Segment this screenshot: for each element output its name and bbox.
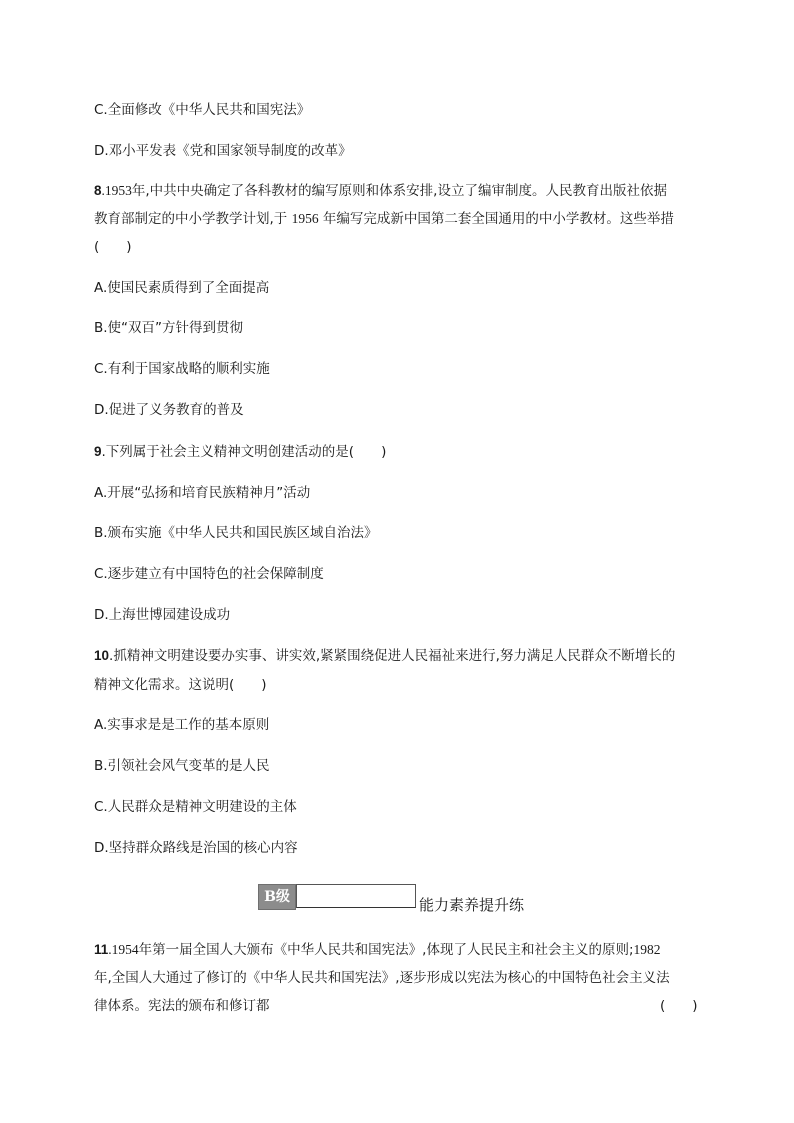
- q9-number: 9: [94, 444, 102, 459]
- q8-stem-text1: 年,中共中央确定了各科教材的编写原则和体系安排,设立了编审制度。人民教育出版社依据: [131, 183, 667, 199]
- section-level-badge: B级: [258, 884, 296, 910]
- q11-stem-line1: [94, 941, 661, 959]
- q10-stem-line1: [94, 647, 675, 665]
- q11-stem-line3: 律体系。宪法的颁布和修订都: [94, 998, 270, 1014]
- q9-stem-text: .下列属于社会主义精神文明创建活动的是( ): [101, 444, 387, 460]
- q11-year2: 1982: [633, 942, 661, 957]
- q8-stem-text2b: 年编写完成新中国第二套全国通用的中小学教材。这些举措: [318, 211, 674, 227]
- q9-stem: [94, 443, 386, 461]
- q8-stem-text2a: 教育部制定的中小学教学计划,于: [94, 211, 292, 227]
- q9-option-a: A.开展“弘扬和培育民族精神月”活动: [94, 485, 311, 501]
- q11-year: .1954: [108, 942, 139, 957]
- q8-option-b: B.使“双百”方针得到贯彻: [94, 320, 244, 336]
- q11-answer-blank: ( ): [660, 998, 698, 1014]
- q10-option-d: D.坚持群众路线是治国的核心内容: [94, 840, 298, 856]
- q8-stem-line2: [94, 210, 674, 228]
- q7-option-d: D.邓小平发表《党和国家领导制度的改革》: [94, 143, 352, 159]
- q9-option-b: B.颁布实施《中华人民共和国民族区域自治法》: [94, 525, 378, 541]
- q8-stem-line1: [94, 182, 667, 200]
- q8-number: 8: [94, 183, 102, 198]
- q10-option-a: A.实事求是是工作的基本原则: [94, 717, 270, 733]
- section-level-box: [296, 884, 416, 908]
- q11-stem-text1: 年第一届全国人大颁布《中华人民共和国宪法》,体现了人民民主和社会主义的原则;: [138, 942, 634, 958]
- q8-answer-blank: ( ): [94, 239, 132, 255]
- q10-stem-line2: 精神文化需求。这说明( ): [94, 677, 267, 693]
- q9-option-d: D.上海世博园建设成功: [94, 607, 231, 623]
- q8-option-d: D.促进了义务教育的普及: [94, 402, 244, 418]
- q8-year2: 1956: [291, 211, 319, 226]
- q8-year: .1953: [101, 183, 132, 198]
- q8-option-a: A.使国民素质得到了全面提高: [94, 280, 270, 296]
- q10-option-b: B.引领社会风气变革的是人民: [94, 758, 270, 774]
- section-title: 能力素养提升练: [419, 896, 525, 914]
- q10-option-c: C.人民群众是精神文明建设的主体: [94, 799, 297, 815]
- q10-stem-text1: .抓精神文明建设要办实事、讲实效,紧紧围绕促进人民福祉来进行,努力满足人民群众不断增长的: [109, 648, 676, 664]
- q11-stem-line2: 年,全国人大通过了修订的《中华人民共和国宪法》,逐步形成以宪法为核心的中国特色社会主义法: [94, 970, 670, 986]
- q9-option-c: C.逐步建立有中国特色的社会保障制度: [94, 566, 324, 582]
- q7-option-c: C.全面修改《中华人民共和国宪法》: [94, 102, 311, 118]
- q8-option-c: C.有利于国家战略的顺利实施: [94, 361, 270, 377]
- q11-number: 11: [94, 942, 109, 957]
- q10-number: 10: [94, 648, 110, 663]
